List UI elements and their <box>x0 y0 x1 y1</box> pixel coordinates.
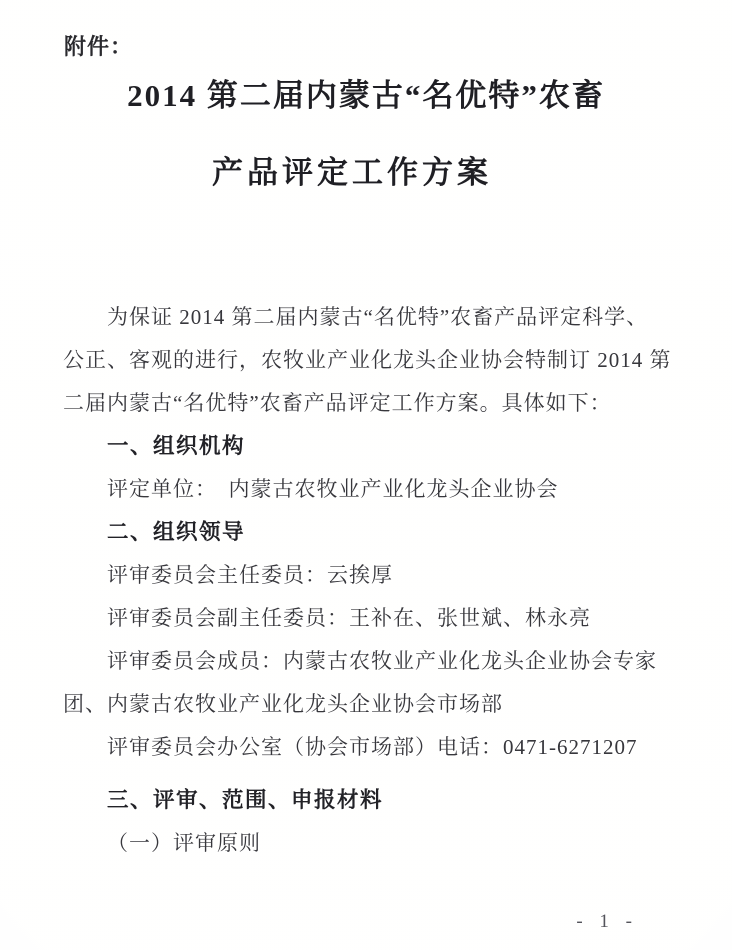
paragraph-line: 二届内蒙古“名优特”农畜产品评定工作方案。具体如下： <box>63 391 612 415</box>
committee-members-line-continued: 团、内蒙古农牧业产业化龙头企业协会市场部 <box>63 692 503 716</box>
section-heading-3: 三、评审、范围、申报材料 <box>107 788 384 812</box>
attachment-label: 附件： <box>64 34 134 59</box>
page-number: - 1 - <box>576 911 638 932</box>
section-heading-2: 二、组织领导 <box>107 520 246 544</box>
committee-chair-line: 评审委员会主任委员：云挨厚 <box>107 563 393 587</box>
committee-vice-chair-line: 评审委员会副主任委员：王补在、张世斌、林永亮 <box>107 606 591 630</box>
document-title-line2: 产品评定工作方案 <box>212 155 492 190</box>
paragraph-line: 为保证 2014 第二届内蒙古“名优特”农畜产品评定科学、 <box>107 305 649 329</box>
document-body <box>63 296 673 865</box>
committee-members-line: 评审委员会成员：内蒙古农牧业产业化龙头企业协会专家 <box>107 649 657 673</box>
document-title-line1: 2014 第二届内蒙古“名优特”农畜 <box>127 78 605 113</box>
paragraph-line: 公正、客观的进行，农牧业产业化龙头企业协会特制订 2014 第 <box>63 348 672 372</box>
section-heading-1: 一、组织机构 <box>107 434 246 458</box>
committee-office-phone-line: 评审委员会办公室（协会市场部）电话：0471-6271207 <box>107 735 638 759</box>
subsection-heading-review-principles: （一）评审原则 <box>107 831 261 855</box>
evaluating-unit-line: 评定单位： 内蒙古农牧业产业化龙头企业协会 <box>107 477 559 501</box>
document-title <box>0 80 732 188</box>
